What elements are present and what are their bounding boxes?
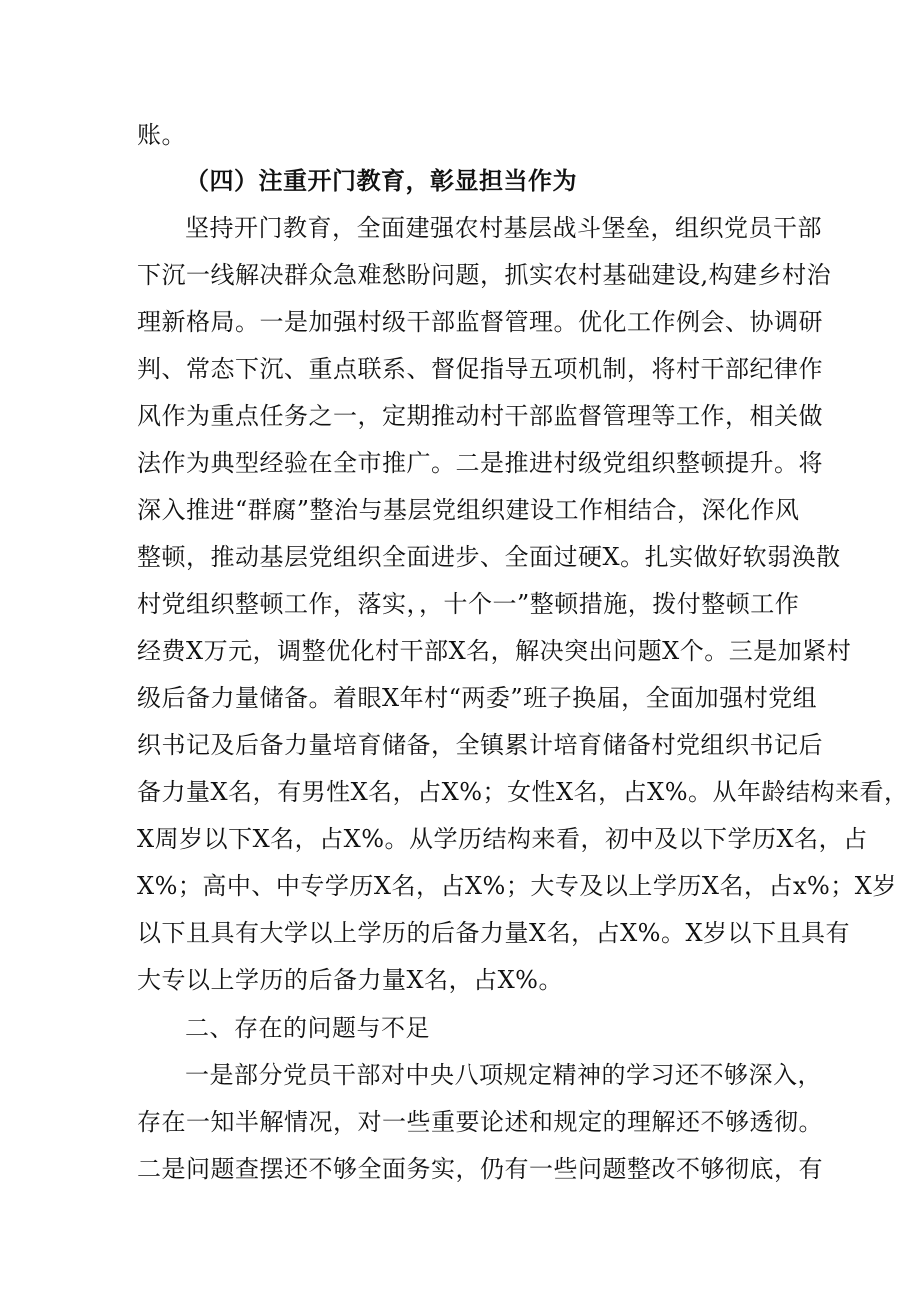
body-line: 二是问题查摆还不够全面务实，仍有一些问题整改不够彻底，有 <box>137 1155 823 1183</box>
body-line: 村党组织整顿工作，落实，，十个一”整顿措施，拨付整顿工作 <box>137 590 800 618</box>
body-line: 风作为重点任务之一，定期推动村干部监督管理等工作，相关做 <box>137 402 823 430</box>
body-line: 法作为典型经验在全市推广。二是推进村级党组织整顿提升。将 <box>137 449 823 477</box>
section-heading-two: 二、存在的问题与不足 <box>185 1014 430 1042</box>
body-line: 下沉一线解决群众急难愁盼问题，抓实农村基础建设,构建乡村治 <box>137 261 832 289</box>
body-line: 级后备力量储备。着眼X年村“两委”班子换届，全面加强村党组 <box>137 684 818 712</box>
section-heading-four: （四）注重开门教育，彰显担当作为 <box>185 166 577 195</box>
body-line: 理新格局。一是加强村级干部监督管理。优化工作例会、协调研 <box>137 308 823 336</box>
body-line: 坚持开门教育，全面建强农村基层战斗堡垒，组织党员干部 <box>185 214 822 242</box>
body-line: 经费X万元，调整优化村干部X名，解决突出问题X个。三是加紧村 <box>137 637 852 665</box>
body-line: 一是部分党员干部对中央八项规定精神的学习还不够深入， <box>185 1061 822 1089</box>
body-line: 备力量X名，有男性X名，占X%；女性X名，占X%。从年龄结构来看， <box>137 778 909 806</box>
body-line: 深入推进“群腐”整治与基层党组织建设工作相结合，深化作风 <box>137 496 800 524</box>
body-line: 整顿，推动基层党组织全面进步、全面过硬X。扎实做好软弱涣散 <box>137 543 841 571</box>
body-line: X%；高中、中专学历X名，占X%；大专及以上学历X名，占x%；X岁 <box>137 872 897 900</box>
body-line-last: 大专以上学历的后备力量X名，占X%。 <box>137 966 563 994</box>
paragraph-continuation-line: 账。 <box>137 121 186 149</box>
body-line: 判、常态下沉、重点联系、督促指导五项机制，将村干部纪律作 <box>137 355 823 383</box>
body-line: 以下且具有大学以上学历的后备力量X名，占X%。X岁以下且具有 <box>137 919 851 947</box>
body-line: 存在一知半解情况，对一些重要论述和规定的理解还不够透彻。 <box>137 1108 823 1136</box>
body-line: X周岁以下X名，占X%。从学历结构来看，初中及以下学历X名，占 <box>137 825 868 853</box>
body-line: 织书记及后备力量培育储备，全镇累计培育储备村党组织书记后 <box>137 731 823 759</box>
